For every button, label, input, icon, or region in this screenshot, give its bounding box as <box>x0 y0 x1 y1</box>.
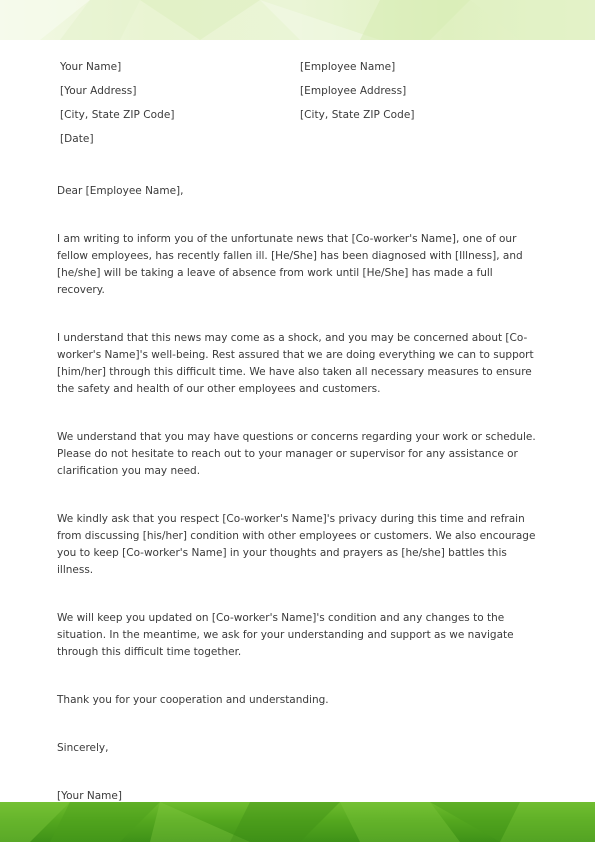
paragraph-6: Thank you for your cooperation and understanding. <box>57 694 329 706</box>
header-pattern <box>0 0 595 40</box>
paragraph-3: We understand that you may have questions or concerns regarding your work or schedule. Please do not hesitate to reach out to your manager or supervisor for any assistance or clarification you may need. <box>57 431 536 477</box>
paragraph-4: We kindly ask that you respect [Co-worker's Name]'s privacy during this time and refrain from discussing [his/her] condition with other employees or customers. We also encourage you to keep [Co-worker's Name] in your thoughts and prayers as [he/she] battles this illness. <box>57 513 536 576</box>
letter-body <box>57 183 541 805</box>
footer-pattern <box>0 802 595 842</box>
paragraph-5: We will keep you updated on [Co-worker's Name]'s condition and any changes to the situation. In the meantime, we ask for your understanding and support as we navigate through this difficult time together. <box>57 612 514 658</box>
header-decorative-band <box>0 0 595 40</box>
paragraph-1: I am writing to inform you of the unfortunate news that [Co-worker's Name], one of our fellow employees, has recently fallen ill. [He/She] has been diagnosed with [Illness], and [he/she] will be taking a leave of absence from work until [He/She] has made a full recovery. <box>57 233 523 296</box>
closing: Sincerely, <box>57 742 109 754</box>
salutation: Dear [Employee Name], <box>57 185 184 197</box>
paragraph-2: I understand that this news may come as a shock, and you may be concerned about [Co-worker's Name]'s well-being. Rest assured that we are doing everything we can to support [him/her] through this difficult time. We have also taken all necessary measures to ensure the safety and health of our other employees and customers. <box>57 332 534 395</box>
sender-address: [Your Address] <box>60 85 137 97</box>
letter-date: [Date] <box>60 133 94 145</box>
recipient-city: [City, State ZIP Code] <box>300 109 415 121</box>
sender-name: Your Name] <box>60 61 122 73</box>
recipient-address-block <box>300 55 415 127</box>
recipient-name: [Employee Name] <box>300 61 396 73</box>
recipient-address: [Employee Address] <box>300 85 407 97</box>
signature: [Your Name] <box>57 790 122 802</box>
sender-city: [City, State ZIP Code] <box>60 109 175 121</box>
sender-address-block <box>60 55 175 151</box>
footer-decorative-band <box>0 802 595 842</box>
